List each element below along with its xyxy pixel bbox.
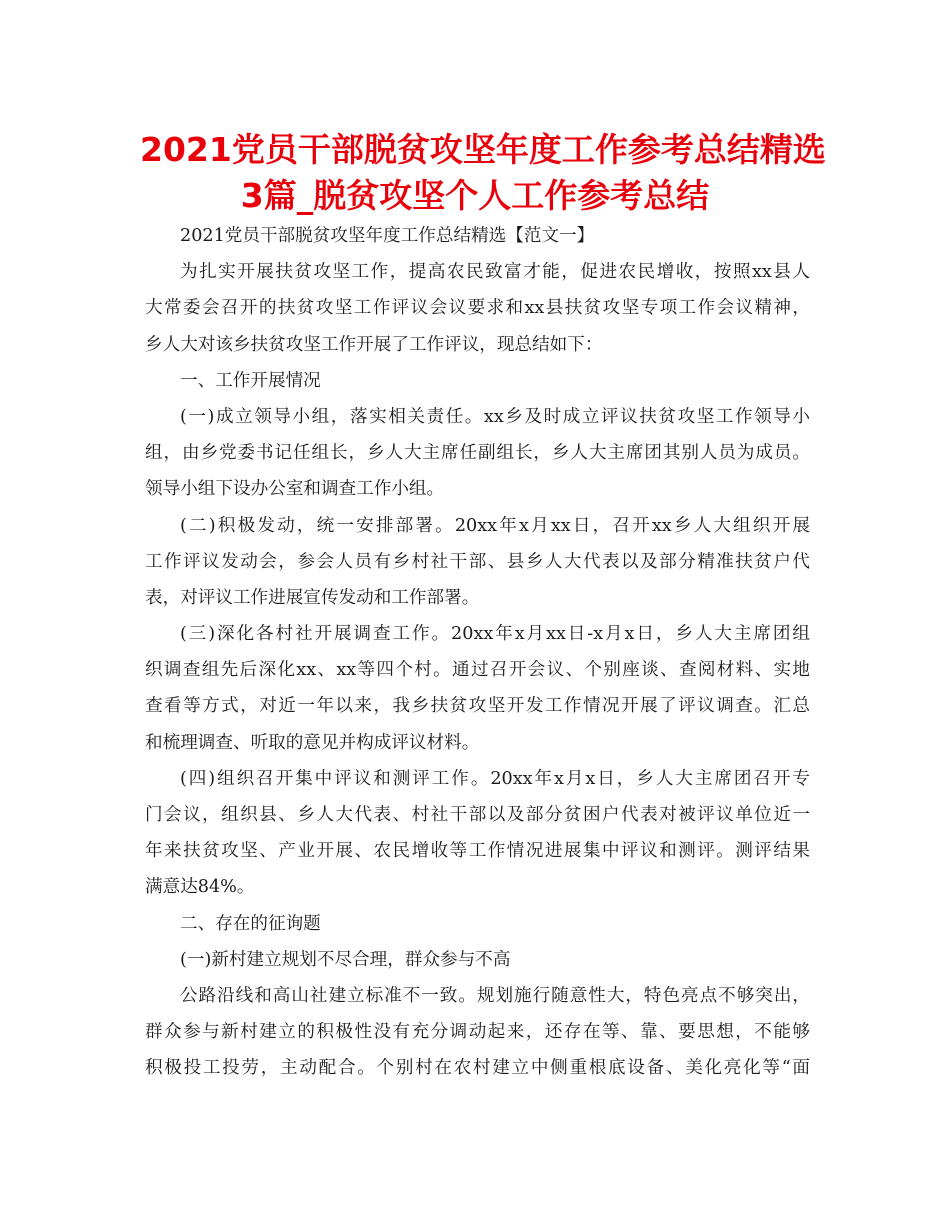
paragraph-line: 大常委会召开的扶贫攻坚工作评议会议要求和xx县扶贫攻坚专项工作会议精神，: [145, 298, 810, 319]
paragraph-line: 和梳理调查、听取的意见并构成评议材料。: [145, 732, 480, 753]
section-heading: 2021党员干部脱贫攻坚年度工作总结精选【范文一】: [180, 226, 595, 246]
paragraph-line: (四)组织召开集中评议和测评工作。20xx年x月x日，乡人大主席团召开专: [180, 768, 810, 789]
paragraph-line: 领导小组下设办公室和调查工作小组。: [145, 479, 445, 500]
paragraph-line: (二)积极发动，统一安排部署。20xx年x月xx日，召开xx乡人大组织开展: [180, 515, 810, 536]
paragraph-line: (三)深化各村社开展调查工作。20xx年x月xx日-x月x日，乡人大主席团组: [180, 624, 810, 645]
paragraph-line: 满意达84%。: [145, 877, 255, 898]
paragraph-line: (一)成立领导小组，落实相关责任。xx乡及时成立评议扶贫攻坚工作领导小: [180, 406, 810, 427]
paragraph-line: 积极投工投劳，主动配合。个别村在农村建立中侧重根底设备、美化亮化等“面: [145, 1058, 810, 1079]
paragraph-line: 工作评议发动会，参会人员有乡村社干部、县乡人大代表以及部分精准扶贫户代: [145, 551, 810, 572]
section-heading: 一、工作开展情况: [180, 370, 321, 391]
paragraph-line: 公路沿线和高山社建立标准不一致。规划施行随意性大，特色亮点不够突出，: [180, 985, 810, 1006]
paragraph-line: 群众参与新村建立的积极性没有充分调动起来，还存在等、靠、要思想，不能够: [145, 1022, 810, 1043]
paragraph-line: 查看等方式，对近一年以来，我乡扶贫攻坚开发工作情况开展了评议调查。汇总: [145, 696, 810, 717]
paragraph-line: 组，由乡党委书记任组长，乡人大主席任副组长，乡人大主席团其别人员为成员。: [145, 443, 810, 464]
subsection-heading: (一)新村建立规划不尽合理，群众参与不高: [180, 949, 511, 970]
paragraph-line: 门会议，组织县、乡人大代表、村社干部以及部分贫困户代表对被评议单位近一: [145, 805, 810, 825]
document-title-line-1: 2021党员干部脱贫攻坚年度工作参考总结精选: [140, 130, 826, 169]
paragraph-line: 年来扶贫攻坚、产业开展、农民增收等工作情况进展集中评议和测评。测评结果: [145, 841, 810, 862]
paragraph-line: 织调查组先后深化xx、xx等四个村。通过召开会议、个别座谈、查阅材料、实地: [145, 660, 810, 681]
section-heading: 二、存在的征询题: [180, 913, 321, 934]
document-body: [145, 218, 810, 1087]
paragraph-line: 表，对评议工作进展宣传发动和工作部署。: [145, 587, 480, 608]
paragraph-line: 为扎实开展扶贫攻坚工作，提高农民致富才能，促进农民增收，按照xx县人: [180, 262, 810, 283]
paragraph-line: 乡人大对该乡扶贫攻坚工作开展了工作评议，现总结如下：: [145, 334, 603, 355]
document-title-line-2: 3篇_脱贫攻坚个人工作参考总结: [240, 176, 710, 215]
